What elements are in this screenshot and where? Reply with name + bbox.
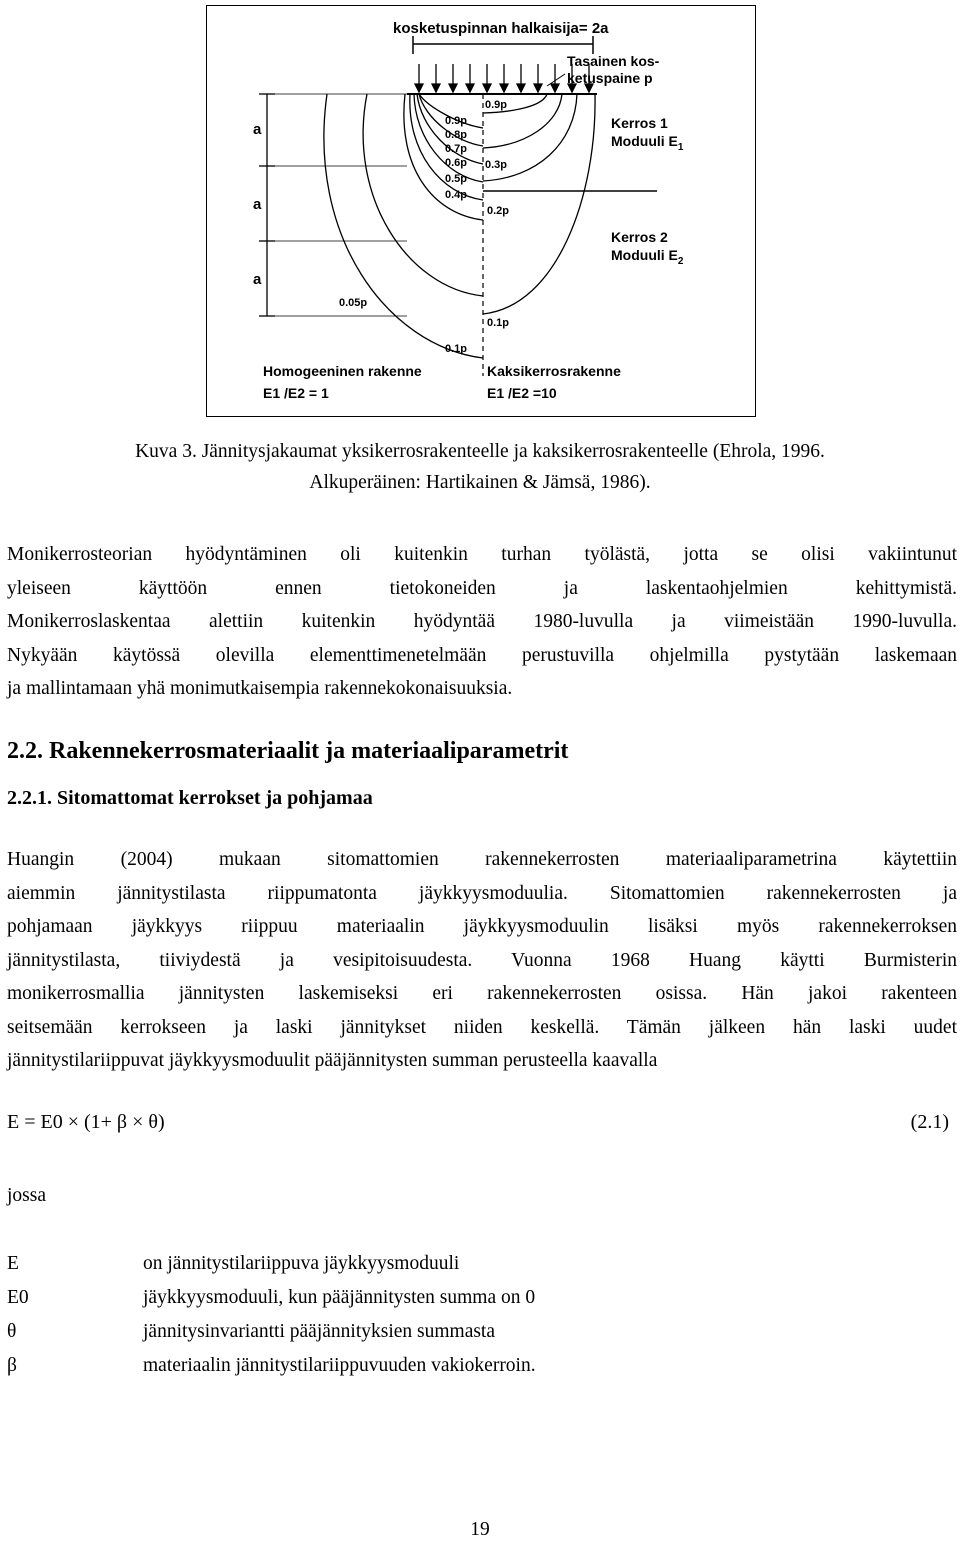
paragraph-line: pohjamaan jäykkyys riippuu materiaalin jäykkyysmoduulin lisäksi myös rakennekerroksen	[7, 916, 957, 937]
definition-symbol: E	[7, 1253, 19, 1274]
contour-label-left: 0.8p	[445, 129, 468, 141]
contour-label-left: 0.7p	[445, 143, 468, 155]
contour-label-left: 0.4p	[445, 189, 468, 201]
figure-caption	[0, 436, 960, 498]
definition-symbol: θ	[7, 1321, 17, 1342]
paragraph-line: yleiseen käyttöön ennen tietokoneiden ja laskentaohjelmien kehittymistä.	[7, 577, 957, 599]
right-contours	[483, 94, 595, 314]
layer2-label: Kerros 2	[611, 229, 668, 245]
paragraph-2	[7, 843, 957, 1078]
contour-label-left: 0.6p	[445, 157, 468, 169]
equation-formula: E = E0 × (1+ β × θ)	[7, 1111, 165, 1133]
contour-label-right: 0.3p	[485, 159, 508, 171]
contour-label-left: 0.5p	[445, 173, 468, 185]
caption-line-2: Alkuperäinen: Hartikainen & Jämsä, 1986).	[309, 472, 651, 493]
homogeneous-ratio: E1 /E2 = 1	[263, 385, 329, 401]
paragraph-line: monikerrosmallia jännitysten laskemiseksi eri rakennekerrosten osissa. Hän jakoi rakenteen	[7, 983, 957, 1004]
definition-symbol: E0	[7, 1287, 29, 1308]
paragraph-line: Huangin (2004) mukaan sitomattomien rakennekerrosten materiaaliparametrina käytettiin	[7, 849, 957, 870]
subsection-heading: 2.2.1. Sitomattomat kerrokset ja pohjamaa	[7, 787, 373, 809]
depth-a-1: a	[253, 121, 262, 138]
contour-label-005p: 0.05p	[339, 297, 368, 309]
paragraph-1	[7, 538, 957, 706]
uniform-pressure-label-1: Tasainen kos-	[567, 53, 660, 69]
definition-text: on jännitystilariippuva jäykkyysmoduuli	[143, 1253, 460, 1274]
homogeneous-label: Homogeeninen rakenne	[263, 363, 422, 379]
figure-drawing	[207, 6, 757, 418]
definition-text: jäykkyysmoduuli, kun pääjännitysten summa on 0	[143, 1287, 536, 1308]
layer2-modulus-label: Moduuli $E_2$	[611, 247, 684, 267]
paragraph-line: Monikerrosteorian hyödyntäminen oli kuitenkin turhan työlästä, jotta se olisi vakiintunut	[7, 544, 957, 565]
paragraph-line: jännitystilasta, tiiviydestä ja vesipitoisuudesta. Vuonna 1968 Huang käytti Burmisterin	[7, 949, 957, 971]
layer1-modulus-label: Moduuli $E_1$	[611, 133, 684, 153]
contour-label-right: 0.1p	[487, 317, 510, 329]
paragraph-line: jännitystilariippuvat jäykkyysmoduulit pääjännitysten summan perusteella kaavalla	[7, 1050, 658, 1071]
section-heading: 2.2. Rakennekerrosmateriaalit ja materiaaliparametrit	[7, 738, 569, 764]
definition-text: materiaalin jännitystilariippuvuuden vakiokerroin.	[143, 1355, 536, 1376]
paragraph-line: ja mallintamaan yhä monimutkaisempia rakennekokonaisuuksia.	[7, 678, 513, 699]
two-layer-ratio: E1 /E2 =10	[487, 385, 557, 401]
contour-label-01p: 0.1p	[445, 343, 468, 355]
contour-label-right: 0.2p	[487, 205, 510, 217]
paragraph-line: Nykyään käytössä olevilla elementtimenetelmään perustuvilla ohjelmilla pystytään laskemaan	[7, 644, 957, 666]
depth-a-3: a	[253, 271, 262, 288]
caption-line-1: Kuva 3. Jännitysjakaumat yksikerrosrakenteelle ja kaksikerrosrakenteelle (Ehrola, 1996.	[135, 441, 825, 462]
definition-symbol: β	[7, 1355, 17, 1376]
contact-diameter-label: kosketuspinnan halkaisija= 2a	[393, 20, 609, 37]
equation-2-1	[7, 1111, 957, 1134]
paragraph-line: aiemmin jännitystilasta riippumatonta jäykkyysmoduulia. Sitomattomien rakennekerrosten ja	[7, 882, 957, 904]
equation-number: (2.1)	[910, 1111, 949, 1133]
two-layer-label: Kaksikerrosrakenne	[487, 363, 621, 379]
contour-label-left: 0.9p	[445, 115, 468, 127]
page-number: 19	[470, 1519, 490, 1540]
jossa-label: jossa	[7, 1185, 46, 1206]
depth-scale	[259, 94, 407, 316]
uniform-pressure-label-2: ketuspaine p	[567, 70, 653, 86]
contour-label-right: 0.9p	[485, 99, 508, 111]
paragraph-line: seitsemään kerrokseen ja laski jännitykset niiden keskellä. Tämän jälkeen hän laski uudet	[7, 1016, 957, 1038]
layer1-label: Kerros 1	[611, 115, 668, 131]
paragraph-line: Monikerroslaskentaa alettiin kuitenkin hyödyntää 1980-luvulla ja viimeistään 1990-luvulla.	[7, 611, 957, 632]
stress-distribution-figure	[206, 5, 756, 417]
definition-text: jännitysinvariantti pääjännityksien summasta	[143, 1321, 496, 1342]
depth-a-2: a	[253, 196, 262, 213]
